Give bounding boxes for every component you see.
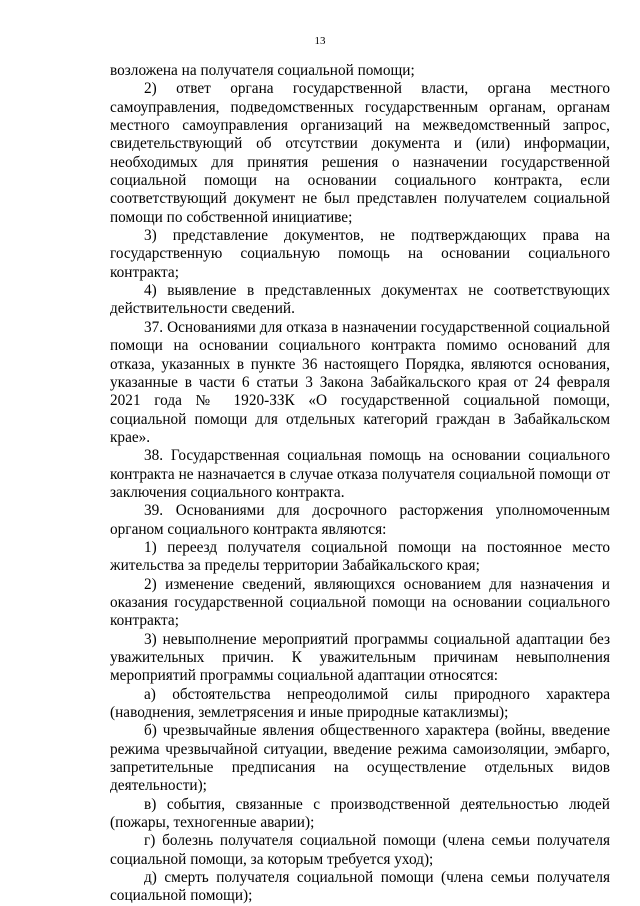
- paragraph: д) смерть получателя социальной помощи (члена семьи получателя социальной помощи);: [110, 869, 610, 905]
- document-body: [110, 62, 610, 906]
- paragraph: 37. Основаниями для отказа в назначении государственной социальной помощи на основании социального контракта помимо оснований для отказа, указанных в пункте 36 настоящего Порядка, являются основания, указанные в части 6 статьи 3 Закона Забайкальского края от 24 февраля 2021 года № 1920-ЗЗК «О государственной социальной помощи, социальной помощи для отдельных категорий граждан в Забайкальском крае».: [110, 318, 610, 446]
- paragraph: 2) изменение сведений, являющихся основанием для назначения и оказания государственной социальной помощи на основании социального контракта;: [110, 575, 610, 630]
- paragraph: 39. Основаниями для досрочного расторжения уполномоченным органом социального контракта являются:: [110, 502, 610, 538]
- page-number: 13: [314, 35, 326, 47]
- paragraph: б) чрезвычайные явления общественного характера (войны, введение режима чрезвычайной ситуации, введение режима самоизоляции, эмбарго, запретительные предписания на осуществление отдельных видов деятельности);: [110, 722, 610, 795]
- paragraph: 1) переезд получателя социальной помощи на постоянное место жительства за пределы территории Забайкальского края;: [110, 538, 610, 575]
- paragraph: 4) выявление в представленных документах не соответствующих действительности сведений.: [110, 282, 610, 318]
- paragraph: 3) представление документов, не подтверждающих права на государственную социальную помощь на основании социального контракта;: [110, 227, 610, 281]
- paragraph: 3) невыполнение мероприятий программы социальной адаптации без уважительных причин. К уважительным причинам невыполнения мероприятий программы социальной адаптации относятся:: [110, 630, 610, 685]
- paragraph: возложена на получателя социальной помощи;: [110, 62, 415, 79]
- paragraph: 38. Государственная социальная помощь на основании социального контракта не назначается в случае отказа получателя социальной помощи от заключения социального контракта.: [110, 447, 610, 501]
- paragraph: а) обстоятельства непреодолимой силы природного характера (наводнения, землетрясения и иные природные катаклизмы);: [110, 685, 610, 722]
- paragraph: г) болезнь получателя социальной помощи (члена семьи получателя социальной помощи, за которым требуется уход);: [110, 832, 610, 868]
- paragraph: 2) ответ органа государственной власти, органа местного самоуправления, подведомственных государственным органам, органам местного самоуправления организаций на межведомственный запрос, свидетельствующий об отсутствии документа и (или) информации, необходимых для принятия решения о назначении государственной социальной помощи на основании социального контракта, если соответствующий документ не был представлен получателем социальной помощи по собственной инициативе;: [110, 80, 610, 226]
- paragraph: в) события, связанные с производственной деятельностью людей (пожары, техногенные аварии);: [110, 795, 610, 832]
